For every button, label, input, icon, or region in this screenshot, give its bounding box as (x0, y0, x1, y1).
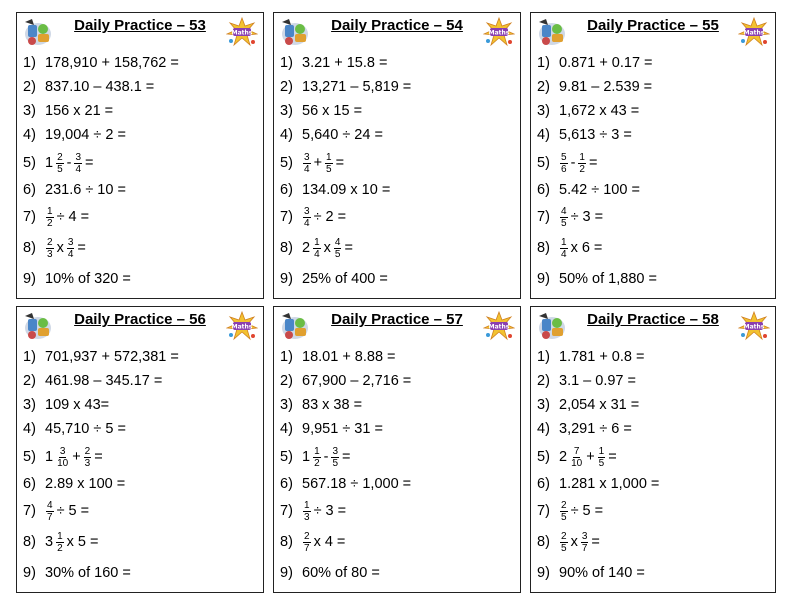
fraction-denominator: 5 (561, 511, 567, 523)
fraction (303, 152, 311, 175)
question-row (537, 99, 639, 123)
fraction-numerator: 5 (561, 151, 567, 163)
whole-number: 2 (302, 240, 311, 256)
fraction (581, 531, 589, 554)
question-row (23, 123, 126, 147)
fraction-denominator: 4 (304, 217, 310, 229)
question-tail: = (85, 155, 94, 171)
question-number: 8) (280, 240, 293, 256)
fraction-denominator: 5 (326, 163, 332, 175)
fraction (560, 500, 568, 523)
question-number: 7) (537, 503, 550, 519)
fraction (325, 152, 333, 175)
question-number: 3) (280, 397, 293, 413)
fraction-denominator: 4 (304, 163, 310, 175)
operator: + (586, 449, 595, 465)
fraction-denominator: 6 (561, 163, 567, 175)
fraction (46, 500, 54, 523)
question-row (23, 99, 113, 123)
math-clipart-icon (279, 17, 311, 47)
question-text: 18.01 + 8.88 = (302, 349, 396, 365)
fraction (84, 446, 92, 469)
question-text: 50% of 1,880 = (559, 271, 657, 287)
question-row (280, 51, 387, 75)
fraction (334, 237, 342, 260)
fraction-numerator: 1 (561, 236, 567, 248)
fraction-denominator: 7 (304, 542, 310, 554)
question-number: 6) (280, 182, 293, 198)
fraction (303, 500, 311, 523)
whole-number: 1 (302, 449, 311, 465)
question-number: 3) (280, 103, 293, 119)
question-tail: x 5 = (66, 534, 99, 550)
fraction-numerator: 2 (47, 236, 53, 248)
maths-star-icon (483, 17, 515, 47)
fraction-denominator: 3 (304, 511, 310, 523)
question-text: 19,004 ÷ 2 = (45, 127, 126, 143)
question-number: 4) (280, 421, 293, 437)
math-clipart-icon (536, 17, 568, 47)
fraction-numerator: 3 (581, 530, 588, 542)
fraction (578, 152, 586, 175)
math-clipart-icon (279, 311, 311, 341)
question-text: 1,672 x 43 = (559, 103, 640, 119)
question-number: 1) (537, 55, 550, 71)
question-row (23, 561, 131, 585)
question-row (280, 151, 346, 175)
question-row (280, 530, 347, 554)
question-row (537, 445, 619, 469)
question-number: 5) (23, 155, 36, 171)
fraction-denominator: 4 (314, 248, 320, 260)
question-tail: = (591, 534, 600, 550)
fraction (303, 206, 311, 229)
question-row (537, 530, 602, 554)
question-text: 10% of 320 = (45, 271, 131, 287)
question-text: 25% of 400 = (302, 271, 388, 287)
question-number: 4) (23, 421, 36, 437)
practice-card (530, 306, 776, 593)
question-row (280, 561, 380, 585)
fraction-numerator: 4 (47, 499, 53, 511)
question-text: 0.871 + 0.17 = (559, 55, 653, 71)
question-number: 2) (280, 373, 293, 389)
fraction (560, 152, 568, 175)
whole-number: 1 (45, 155, 54, 171)
operator: x (56, 240, 64, 256)
fraction-denominator: 5 (57, 163, 63, 175)
fraction-denominator: 5 (598, 457, 605, 469)
operator: + (72, 449, 81, 465)
question-text: 90% of 140 = (559, 565, 645, 581)
fraction (331, 446, 339, 469)
fraction-numerator: 4 (561, 205, 567, 217)
question-text: 30% of 160 = (45, 565, 131, 581)
fraction-numerator: 2 (561, 499, 567, 511)
question-text: 837.10 – 438.1 = (45, 79, 155, 95)
question-text: 5.42 ÷ 100 = (559, 182, 640, 198)
question-number: 3) (537, 103, 550, 119)
fraction-numerator: 1 (57, 530, 63, 542)
question-number: 5) (280, 155, 293, 171)
question-row (280, 205, 348, 229)
question-text: 1.281 x 1,000 = (559, 476, 660, 492)
question-number: 1) (23, 349, 36, 365)
whole-number: 2 (559, 449, 568, 465)
fraction-numerator: 2 (561, 530, 567, 542)
fraction-numerator: 1 (579, 151, 585, 163)
fraction-denominator: 2 (47, 217, 53, 229)
question-row (537, 369, 636, 393)
question-row (280, 445, 353, 469)
question-tail: = (94, 449, 103, 465)
question-number: 9) (23, 271, 36, 287)
fraction-numerator: 1 (314, 236, 320, 248)
question-row (280, 472, 411, 496)
question-tail: ÷ 5 = (56, 503, 90, 519)
fraction-numerator: 3 (59, 445, 66, 457)
question-number: 8) (23, 534, 36, 550)
math-clipart-icon (22, 311, 54, 341)
question-row (280, 178, 390, 202)
question-row (537, 75, 652, 99)
question-number: 6) (23, 182, 36, 198)
question-row (537, 51, 653, 75)
question-number: 1) (280, 349, 293, 365)
question-row (537, 123, 632, 147)
fraction-numerator: 1 (47, 205, 53, 217)
question-text: 701,937 + 572,381 = (45, 349, 179, 365)
question-row (23, 345, 179, 369)
operator: - (323, 449, 329, 465)
question-tail: ÷ 4 = (56, 209, 90, 225)
practice-card (530, 12, 776, 299)
question-row (23, 417, 126, 441)
fraction-denominator: 5 (561, 217, 567, 229)
question-number: 1) (537, 349, 550, 365)
practice-card (273, 12, 521, 299)
question-number: 5) (537, 155, 550, 171)
question-tail: = (342, 449, 351, 465)
question-text: 60% of 80 = (302, 565, 380, 581)
fraction-numerator: 1 (314, 445, 320, 457)
operator: - (570, 155, 576, 171)
fraction-numerator: 1 (326, 151, 332, 163)
question-text: 67,900 – 2,716 = (302, 373, 412, 389)
question-text: 56 x 15 = (302, 103, 363, 119)
question-number: 5) (23, 449, 36, 465)
question-number: 2) (537, 373, 550, 389)
fraction-numerator: 3 (304, 151, 310, 163)
operator: x (323, 240, 331, 256)
question-text: 109 x 43= (45, 397, 110, 413)
question-number: 2) (280, 79, 293, 95)
question-number: 8) (537, 534, 550, 550)
question-row (280, 236, 355, 260)
question-number: 4) (537, 127, 550, 143)
question-row (23, 236, 88, 260)
question-tail: = (335, 155, 345, 171)
question-row (23, 393, 109, 417)
question-row (537, 178, 640, 202)
question-number: 5) (537, 449, 550, 465)
card-title: Daily Practice – 56 (74, 311, 206, 328)
question-number: 2) (23, 373, 36, 389)
question-row (280, 267, 388, 291)
question-tail: = (608, 449, 617, 465)
question-text: 1.781 + 0.8 = (559, 349, 645, 365)
whole-number: 3 (45, 534, 54, 550)
practice-card (16, 306, 264, 593)
whole-number: 1 (45, 449, 54, 465)
question-text: 156 x 21 = (45, 103, 114, 119)
question-row (23, 530, 100, 554)
fraction-denominator: 10 (57, 457, 69, 469)
fraction (56, 446, 69, 469)
fraction (74, 152, 82, 175)
operator: - (66, 155, 72, 171)
fraction-numerator: 3 (67, 236, 74, 248)
question-row (23, 151, 96, 175)
question-row (537, 267, 657, 291)
question-number: 3) (23, 397, 36, 413)
fraction (560, 531, 568, 554)
question-number: 6) (537, 476, 550, 492)
fraction-numerator: 2 (57, 151, 63, 163)
question-tail: ÷ 3 = (313, 503, 347, 519)
question-number: 8) (537, 240, 550, 256)
fraction (570, 446, 583, 469)
question-row (280, 369, 411, 393)
question-row (537, 345, 644, 369)
question-row (280, 99, 362, 123)
question-number: 1) (280, 55, 293, 71)
question-number: 9) (23, 565, 36, 581)
fraction-numerator: 4 (334, 236, 341, 248)
question-row (537, 236, 604, 260)
fraction-denominator: 5 (332, 457, 339, 469)
question-number: 6) (23, 476, 36, 492)
fraction (598, 446, 606, 469)
fraction-numerator: 7 (573, 445, 580, 457)
question-row (280, 499, 348, 523)
fraction (313, 446, 321, 469)
question-row (537, 472, 659, 496)
question-number: 6) (280, 476, 293, 492)
question-row (23, 51, 179, 75)
math-clipart-icon (22, 17, 54, 47)
practice-card (273, 306, 521, 593)
fraction-numerator: 2 (84, 445, 91, 457)
question-row (23, 499, 91, 523)
question-row (23, 472, 125, 496)
question-tail: = (588, 155, 598, 171)
fraction-denominator: 3 (84, 457, 91, 469)
question-number: 2) (537, 79, 550, 95)
question-row (23, 205, 91, 229)
operator: + (313, 155, 323, 171)
question-number: 9) (537, 565, 550, 581)
question-text: 3.1 – 0.97 = (559, 373, 636, 389)
fraction-denominator: 5 (561, 542, 567, 554)
fraction-denominator: 4 (67, 248, 74, 260)
operator: x (570, 534, 578, 550)
question-number: 4) (280, 127, 293, 143)
question-tail: x 6 = (570, 240, 603, 256)
maths-star-icon (483, 311, 515, 341)
fraction (303, 531, 311, 554)
question-row (280, 417, 383, 441)
question-number: 4) (537, 421, 550, 437)
fraction-numerator: 3 (75, 151, 82, 163)
card-title: Daily Practice – 58 (587, 311, 719, 328)
question-tail: ÷ 3 = (570, 209, 604, 225)
question-row (23, 75, 154, 99)
question-number: 9) (537, 271, 550, 287)
question-row (23, 178, 126, 202)
question-row (537, 393, 639, 417)
question-text: 5,613 ÷ 3 = (559, 127, 632, 143)
question-text: 134.09 x 10 = (302, 182, 391, 198)
fraction-denominator: 3 (47, 248, 53, 260)
fraction-denominator: 5 (334, 248, 341, 260)
fraction (67, 237, 75, 260)
question-tail: x 4 = (313, 534, 346, 550)
fraction (46, 237, 54, 260)
fraction (56, 531, 64, 554)
question-row (537, 205, 605, 229)
question-number: 9) (280, 565, 293, 581)
question-number: 7) (280, 503, 293, 519)
question-row (280, 123, 383, 147)
question-row (537, 151, 599, 175)
practice-card (16, 12, 264, 299)
question-text: 5,640 ÷ 24 = (302, 127, 383, 143)
maths-star-icon (226, 311, 258, 341)
fraction-denominator: 7 (47, 511, 53, 523)
card-title: Daily Practice – 57 (331, 311, 463, 328)
fraction (560, 237, 568, 260)
question-number: 1) (23, 55, 36, 71)
fraction (46, 206, 54, 229)
fraction-denominator: 4 (561, 248, 567, 260)
question-text: 567.18 ÷ 1,000 = (302, 476, 412, 492)
fraction (313, 237, 321, 260)
question-row (537, 499, 605, 523)
question-number: 8) (280, 534, 293, 550)
fraction-denominator: 2 (579, 163, 585, 175)
question-number: 9) (280, 271, 293, 287)
question-number: 4) (23, 127, 36, 143)
question-text: 2,054 x 31 = (559, 397, 640, 413)
question-text: 178,910 + 158,762 = (45, 55, 179, 71)
question-row (23, 445, 105, 469)
maths-star-icon (738, 17, 770, 47)
question-text: 3.21 + 15.8 = (302, 55, 388, 71)
card-title: Daily Practice – 55 (587, 17, 719, 34)
question-text: 13,271 – 5,819 = (302, 79, 412, 95)
question-row (537, 417, 632, 441)
question-tail: = (77, 240, 86, 256)
question-number: 8) (23, 240, 36, 256)
question-text: 9.81 – 2.539 = (559, 79, 653, 95)
fraction-numerator: 2 (304, 530, 310, 542)
question-number: 7) (537, 209, 550, 225)
question-text: 3,291 ÷ 6 = (559, 421, 632, 437)
question-row (537, 561, 645, 585)
question-number: 7) (23, 503, 36, 519)
question-number: 3) (23, 103, 36, 119)
fraction-numerator: 1 (304, 499, 310, 511)
fraction-denominator: 2 (314, 457, 320, 469)
fraction-numerator: 3 (304, 205, 310, 217)
question-number: 7) (280, 209, 293, 225)
question-text: 231.6 ÷ 10 = (45, 182, 126, 198)
fraction-denominator: 7 (581, 542, 588, 554)
question-tail: = (344, 240, 353, 256)
question-row (23, 369, 162, 393)
maths-star-icon (738, 311, 770, 341)
question-number: 5) (280, 449, 293, 465)
fraction (56, 152, 64, 175)
question-text: 83 x 38 = (302, 397, 363, 413)
question-tail: ÷ 2 = (313, 209, 347, 225)
fraction-denominator: 2 (57, 542, 63, 554)
math-clipart-icon (536, 311, 568, 341)
fraction-numerator: 3 (332, 445, 339, 457)
question-number: 3) (537, 397, 550, 413)
question-text: 45,710 ÷ 5 = (45, 421, 126, 437)
fraction (560, 206, 568, 229)
fraction-numerator: 1 (598, 445, 605, 457)
card-title: Daily Practice – 54 (331, 17, 463, 34)
fraction-denominator: 10 (571, 457, 583, 469)
question-tail: ÷ 5 = (570, 503, 604, 519)
question-row (280, 393, 362, 417)
question-row (280, 345, 396, 369)
card-title: Daily Practice – 53 (74, 17, 206, 34)
question-text: 461.98 – 345.17 = (45, 373, 163, 389)
question-number: 7) (23, 209, 36, 225)
question-row (280, 75, 411, 99)
question-number: 2) (23, 79, 36, 95)
question-text: 2.89 x 100 = (45, 476, 126, 492)
fraction-denominator: 4 (75, 163, 82, 175)
maths-star-icon (226, 17, 258, 47)
question-row (23, 267, 131, 291)
question-number: 6) (537, 182, 550, 198)
question-text: 9,951 ÷ 31 = (302, 421, 383, 437)
